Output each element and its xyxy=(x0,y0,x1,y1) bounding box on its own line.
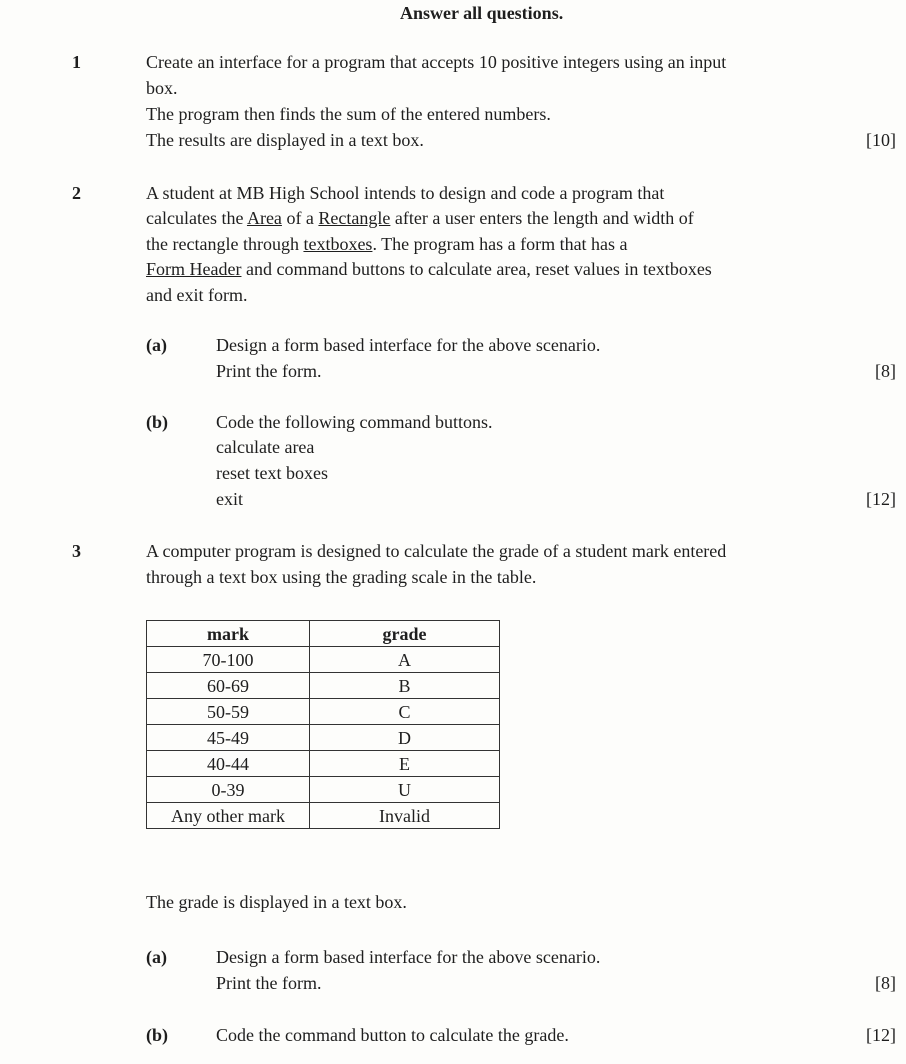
question-3-number: 3 xyxy=(72,541,81,561)
table-header-row xyxy=(147,621,500,647)
question-3-after-table: The grade is displayed in a text box. xyxy=(146,892,407,912)
question-2a-marks: [8] xyxy=(875,361,896,381)
question-2-line xyxy=(146,205,694,231)
underlined-term: textboxes xyxy=(303,234,373,254)
question-3b-line: Code the command button to calculate the grade. xyxy=(216,1025,569,1045)
question-1-line: The program then finds the sum of the entered numbers. xyxy=(146,104,551,124)
underlined-term: Rectangle xyxy=(318,208,391,228)
table-row xyxy=(147,777,500,803)
question-1-line: box. xyxy=(146,78,178,98)
table-row xyxy=(147,751,500,777)
mark-cell: 60-69 xyxy=(147,673,310,699)
question-2-line: A student at MB High School intends to design and code a program that xyxy=(146,183,665,203)
question-2a-label: (a) xyxy=(146,335,167,355)
table-row xyxy=(147,647,500,673)
header-mark: mark xyxy=(147,621,310,647)
grade-cell: D xyxy=(310,725,500,751)
question-3a-line: Design a form based interface for the above scenario. xyxy=(216,947,601,967)
question-3b-marks: [12] xyxy=(866,1025,896,1045)
text: after a user enters the length and width of xyxy=(390,208,694,228)
question-1-number: 1 xyxy=(72,52,81,72)
mark-cell: 45-49 xyxy=(147,725,310,751)
question-2a-line: Print the form. xyxy=(216,361,322,381)
question-1-line: The results are displayed in a text box. xyxy=(146,130,424,150)
question-2b-label: (b) xyxy=(146,412,168,432)
question-3a-line: Print the form. xyxy=(216,973,322,993)
question-3a-marks: [8] xyxy=(875,973,896,993)
question-2b-line: reset text boxes xyxy=(216,463,328,483)
grade-cell: E xyxy=(310,751,500,777)
mark-cell: 40-44 xyxy=(147,751,310,777)
mark-cell: Any other mark xyxy=(147,803,310,829)
underlined-term: Area xyxy=(246,208,282,228)
mark-cell: 0-39 xyxy=(147,777,310,803)
question-3b-label: (b) xyxy=(146,1025,168,1045)
header-grade: grade xyxy=(310,621,500,647)
text: and command buttons to calculate area, reset values in textboxes xyxy=(241,259,712,279)
question-2b-line: calculate area xyxy=(216,437,315,457)
table-row xyxy=(147,725,500,751)
question-2-line: and exit form. xyxy=(146,285,248,305)
table-row xyxy=(147,673,500,699)
table-row xyxy=(147,699,500,725)
text: the rectangle through xyxy=(146,234,304,254)
grade-cell: A xyxy=(310,647,500,673)
page-heading: Answer all questions. xyxy=(400,3,564,23)
question-2b-line: exit xyxy=(216,489,243,509)
question-3-line: A computer program is designed to calculate the grade of a student mark entered xyxy=(146,541,727,561)
grade-cell: C xyxy=(310,699,500,725)
question-2b-marks: [12] xyxy=(866,489,896,509)
mark-cell: 70-100 xyxy=(147,647,310,673)
grade-cell: B xyxy=(310,673,500,699)
text: of a xyxy=(281,208,319,228)
question-2-line xyxy=(146,231,628,257)
grading-table xyxy=(146,620,500,829)
question-2-number: 2 xyxy=(72,183,81,203)
table-row xyxy=(147,803,500,829)
question-2b-line: Code the following command buttons. xyxy=(216,412,493,432)
grade-cell: Invalid xyxy=(310,803,500,829)
question-2a-line: Design a form based interface for the above scenario. xyxy=(216,335,601,355)
text: calculates the xyxy=(146,208,247,228)
question-1-marks: [10] xyxy=(866,130,896,150)
question-3a-label: (a) xyxy=(146,947,167,967)
question-2-line xyxy=(146,256,712,282)
underlined-term: Form Header xyxy=(146,259,242,279)
question-1-line: Create an interface for a program that accepts 10 positive integers using an input xyxy=(146,52,727,72)
mark-cell: 50-59 xyxy=(147,699,310,725)
text: . The program has a form that has a xyxy=(372,234,628,254)
grade-cell: U xyxy=(310,777,500,803)
question-3-line: through a text box using the grading scale in the table. xyxy=(146,567,537,587)
